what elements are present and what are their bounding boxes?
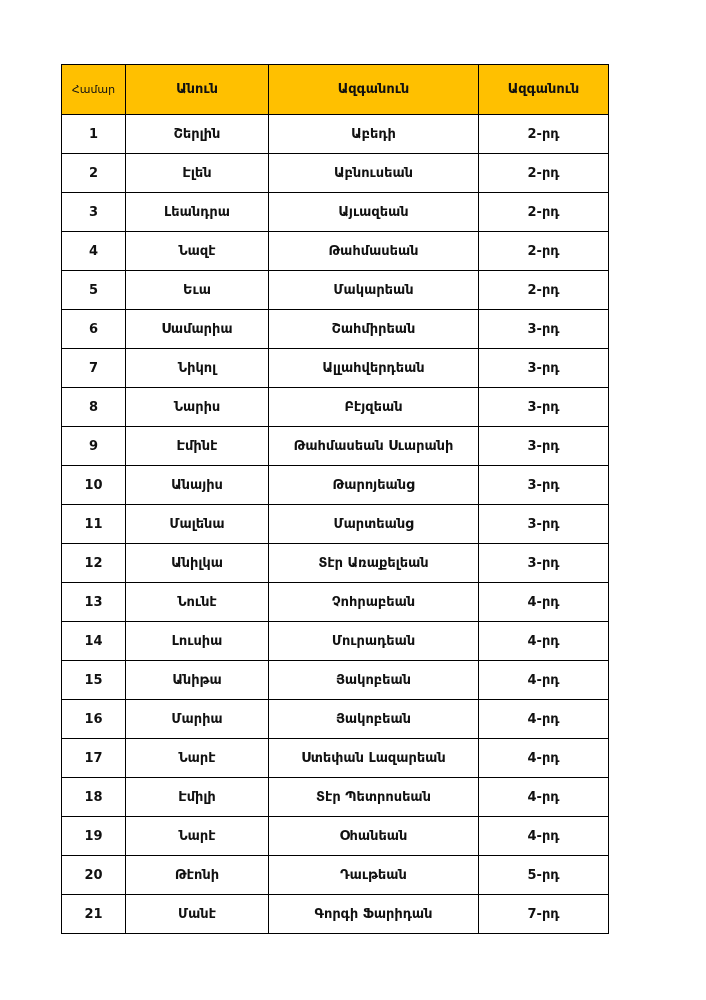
last-name-cell: Յակոբեան [269, 700, 479, 739]
last-name-cell: Աբեդի [269, 115, 479, 154]
last-name-cell: Դաւթեան [269, 856, 479, 895]
student-table [61, 64, 609, 934]
row-number-cell: 1 [62, 115, 126, 154]
table-row [62, 895, 609, 934]
table-row [62, 349, 609, 388]
first-name-cell: Նունէ [126, 583, 269, 622]
last-name-cell: Տէր Առաքելեան [269, 544, 479, 583]
row-number-cell: 16 [62, 700, 126, 739]
last-name-cell: Թարոյեանց [269, 466, 479, 505]
grade-cell: 3-րդ [479, 505, 609, 544]
table-row [62, 427, 609, 466]
first-name-cell: Էմինէ [126, 427, 269, 466]
row-number-cell: 18 [62, 778, 126, 817]
row-number-cell: 13 [62, 583, 126, 622]
grade-cell: 4-րդ [479, 817, 609, 856]
first-name-cell: Եւա [126, 271, 269, 310]
table-row [62, 661, 609, 700]
table-row [62, 817, 609, 856]
row-number-cell: 4 [62, 232, 126, 271]
grade-cell: 2-րդ [479, 115, 609, 154]
first-name-cell: Լեանդրա [126, 193, 269, 232]
row-number-cell: 10 [62, 466, 126, 505]
grade-cell: 3-րդ [479, 544, 609, 583]
first-name-cell: Մալենա [126, 505, 269, 544]
first-name-cell: Լուսիա [126, 622, 269, 661]
first-name-cell: Նարէ [126, 739, 269, 778]
last-name-cell: Ստեփան Լազարեան [269, 739, 479, 778]
grade-cell: 4-րդ [479, 739, 609, 778]
grade-cell: 2-րդ [479, 232, 609, 271]
last-name-cell: Մուրադեան [269, 622, 479, 661]
first-name-cell: Նարէ [126, 817, 269, 856]
table-row [62, 388, 609, 427]
header-number: Համար [62, 65, 126, 115]
first-name-cell: Նիկոլ [126, 349, 269, 388]
grade-cell: 3-րդ [479, 466, 609, 505]
table-row [62, 154, 609, 193]
table-row [62, 193, 609, 232]
header-first-name: Անուն [126, 65, 269, 115]
grade-cell: 4-րդ [479, 622, 609, 661]
first-name-cell: Մարիա [126, 700, 269, 739]
table-row [62, 115, 609, 154]
last-name-cell: Մակարեան [269, 271, 479, 310]
header-grade: Ազգանուն [479, 65, 609, 115]
table-body [62, 115, 609, 934]
first-name-cell: Անիթա [126, 661, 269, 700]
table-header-row [62, 65, 609, 115]
row-number-cell: 20 [62, 856, 126, 895]
first-name-cell: Նազէ [126, 232, 269, 271]
first-name-cell: Նարիս [126, 388, 269, 427]
last-name-cell: Յակոբեան [269, 661, 479, 700]
row-number-cell: 15 [62, 661, 126, 700]
row-number-cell: 2 [62, 154, 126, 193]
row-number-cell: 21 [62, 895, 126, 934]
row-number-cell: 9 [62, 427, 126, 466]
last-name-cell: Տէր Պետրոսեան [269, 778, 479, 817]
last-name-cell: Թահմասեան [269, 232, 479, 271]
row-number-cell: 7 [62, 349, 126, 388]
first-name-cell: Անիլկա [126, 544, 269, 583]
table-row [62, 856, 609, 895]
last-name-cell: Բէյզեան [269, 388, 479, 427]
grade-cell: 5-րդ [479, 856, 609, 895]
last-name-cell: Օհանեան [269, 817, 479, 856]
row-number-cell: 17 [62, 739, 126, 778]
table-row [62, 778, 609, 817]
table-row [62, 271, 609, 310]
grade-cell: 4-րդ [479, 583, 609, 622]
last-name-cell: Ալլահվերդեան [269, 349, 479, 388]
student-table-sheet [61, 64, 608, 934]
row-number-cell: 14 [62, 622, 126, 661]
table-row [62, 310, 609, 349]
table-row [62, 739, 609, 778]
last-name-cell: Այւազեան [269, 193, 479, 232]
last-name-cell: Աբնուսեան [269, 154, 479, 193]
row-number-cell: 8 [62, 388, 126, 427]
grade-cell: 4-րդ [479, 700, 609, 739]
table-row [62, 232, 609, 271]
row-number-cell: 12 [62, 544, 126, 583]
grade-cell: 3-րդ [479, 388, 609, 427]
row-number-cell: 5 [62, 271, 126, 310]
table-row [62, 466, 609, 505]
first-name-cell: Շերլին [126, 115, 269, 154]
grade-cell: 3-րդ [479, 349, 609, 388]
last-name-cell: Թահմասեան Սւարանի [269, 427, 479, 466]
first-name-cell: Էմիլի [126, 778, 269, 817]
grade-cell: 7-րդ [479, 895, 609, 934]
last-name-cell: Չոհրաբեան [269, 583, 479, 622]
grade-cell: 4-րդ [479, 661, 609, 700]
last-name-cell: Գորգի Ֆարիդան [269, 895, 479, 934]
grade-cell: 2-րդ [479, 271, 609, 310]
row-number-cell: 3 [62, 193, 126, 232]
first-name-cell: Թէոնի [126, 856, 269, 895]
grade-cell: 2-րդ [479, 154, 609, 193]
table-row [62, 544, 609, 583]
row-number-cell: 19 [62, 817, 126, 856]
last-name-cell: Շահմիրեան [269, 310, 479, 349]
table-row [62, 700, 609, 739]
first-name-cell: Սամարիա [126, 310, 269, 349]
first-name-cell: Մանէ [126, 895, 269, 934]
first-name-cell: Էլեն [126, 154, 269, 193]
first-name-cell: Անայիս [126, 466, 269, 505]
header-last-name: Ազգանուն [269, 65, 479, 115]
grade-cell: 3-րդ [479, 310, 609, 349]
grade-cell: 2-րդ [479, 193, 609, 232]
last-name-cell: Մարտեանց [269, 505, 479, 544]
grade-cell: 3-րդ [479, 427, 609, 466]
row-number-cell: 6 [62, 310, 126, 349]
grade-cell: 4-րդ [479, 778, 609, 817]
row-number-cell: 11 [62, 505, 126, 544]
table-row [62, 583, 609, 622]
table-row [62, 622, 609, 661]
table-row [62, 505, 609, 544]
